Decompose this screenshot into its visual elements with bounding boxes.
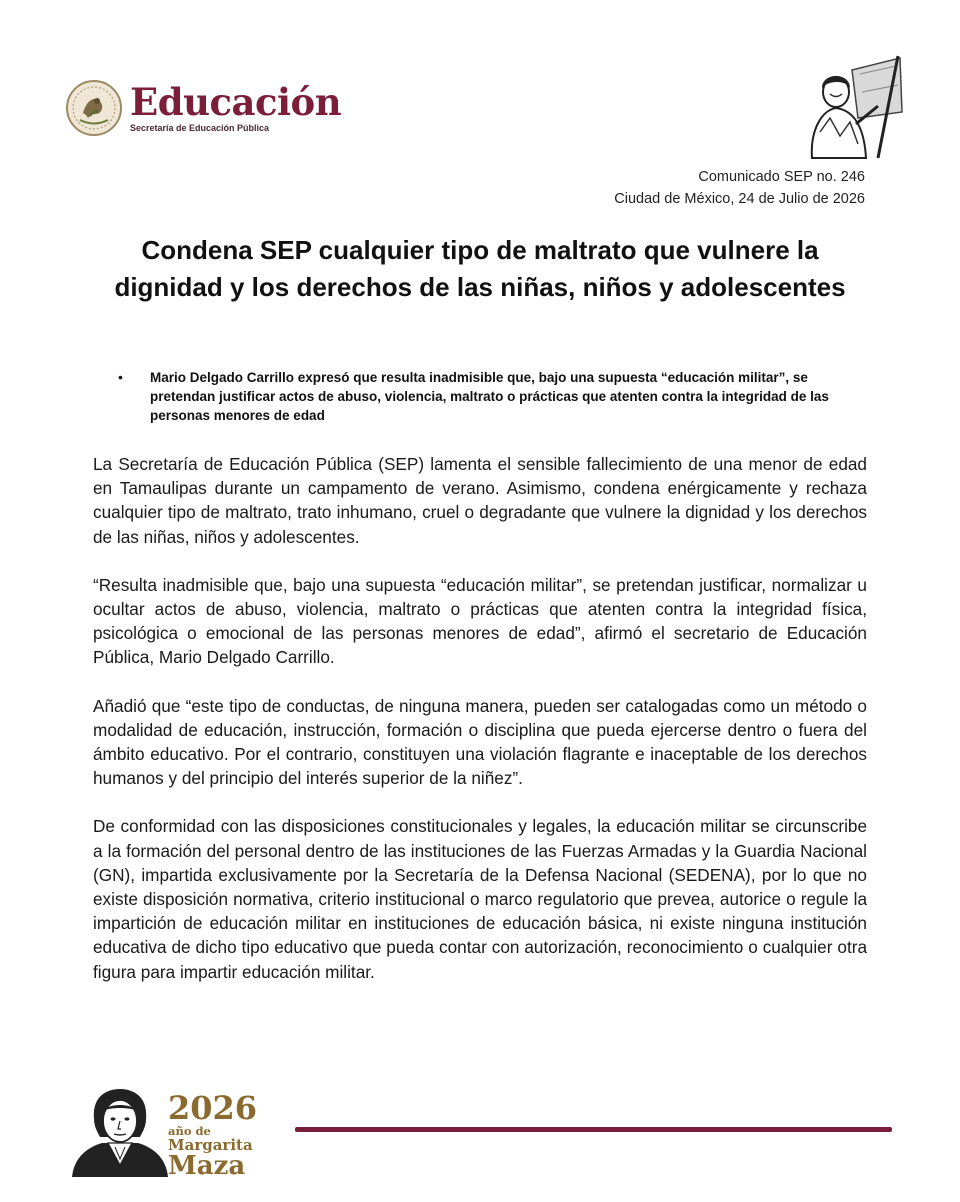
year-caption: año de xyxy=(168,1124,211,1138)
footer-divider xyxy=(295,1127,892,1132)
logo-subtitle: Secretaría de Educación Pública xyxy=(130,123,270,133)
paragraph: Añadió que “este tipo de conductas, de ninguna manera, pueden ser catalogadas como un método o modalidad de educación, instrucción, formación o disciplina que pueda ejercerse dentro o fuera del ámbito educativo. Por el contrario, constituyen una violación flagrante e inaceptable de los derechos humanos y del principio del interés superior de la niñez”. xyxy=(93,695,867,789)
logo-title: Educación xyxy=(130,80,342,124)
summary-bullet: Mario Delgado Carrillo expresó que resulta inadmisible que, bajo una supuesta “educación militar”, se pretendan justificar actos de abuso, violencia, maltrato o prácticas que atenten contra la integridad de las personas menores de edad xyxy=(150,370,829,423)
paragraph: “Resulta inadmisible que, bajo una supuesta “educación militar”, se pretendan justificar, normalizar u ocultar actos de abuso, violencia, maltrato o prácticas que atenten contra la integridad física, psicológica o emocional de las personas menores de edad”, afirmó el secretario de Educación Pública, Mario Delgado Carrillo. xyxy=(93,574,867,668)
bullet-dot-icon: • xyxy=(118,369,123,385)
headline: Condena SEP cualquier tipo de maltrato que vulnere la dignidad y los derechos de las niñas, niños y adolescentes xyxy=(114,235,846,302)
release-number: Comunicado SEP no. 246 xyxy=(698,169,865,185)
release-meta xyxy=(614,166,865,210)
paragraph: La Secretaría de Educación Pública (SEP) lamenta el sensible fallecimiento de una menor de edad en Tamaulipas durante un campamento de verano. Asimismo, condena enérgicamente y rechaza cualquier tipo de maltrato, trato inhumano, cruel o degradante que vulnere la dignidad y los derechos de las niñas, niños y adolescentes. xyxy=(93,454,867,547)
summary-bullet-list xyxy=(118,368,868,425)
heroine-with-flag-icon xyxy=(800,52,910,162)
release-place-date: Ciudad de México, 24 de Julio de 2026 xyxy=(614,191,865,207)
year-honoree-first-name: Margarita xyxy=(168,1136,253,1154)
coat-of-arms-icon xyxy=(66,80,122,136)
year-emblem xyxy=(168,1089,258,1181)
margarita-maza-portrait-icon xyxy=(70,1085,170,1177)
sep-logo xyxy=(66,80,341,136)
year-number: 2026 xyxy=(168,1089,258,1127)
article-body xyxy=(93,452,867,1008)
paragraph: De conformidad con las disposiciones constitucionales y legales, la educación militar se circunscribe a la formación del personal dentro de las instituciones de las Fuerzas Armadas y la Guardia Nacional (GN), impartida exclusivamente por la Secretaría de la Defensa Nacional (SEDENA), por lo que no existe disposición normativa, criterio institucional o marco regulatorio que prevea, autorice o regule la impartición de educación militar en instituciones de educación básica, ni existe ninguna institución educativa de dicho tipo educativo que pueda contar con autorización, reconocimiento o cualquier otra figura para impartir educación militar. xyxy=(93,816,867,982)
year-honoree-last-name: Maza xyxy=(168,1151,246,1181)
